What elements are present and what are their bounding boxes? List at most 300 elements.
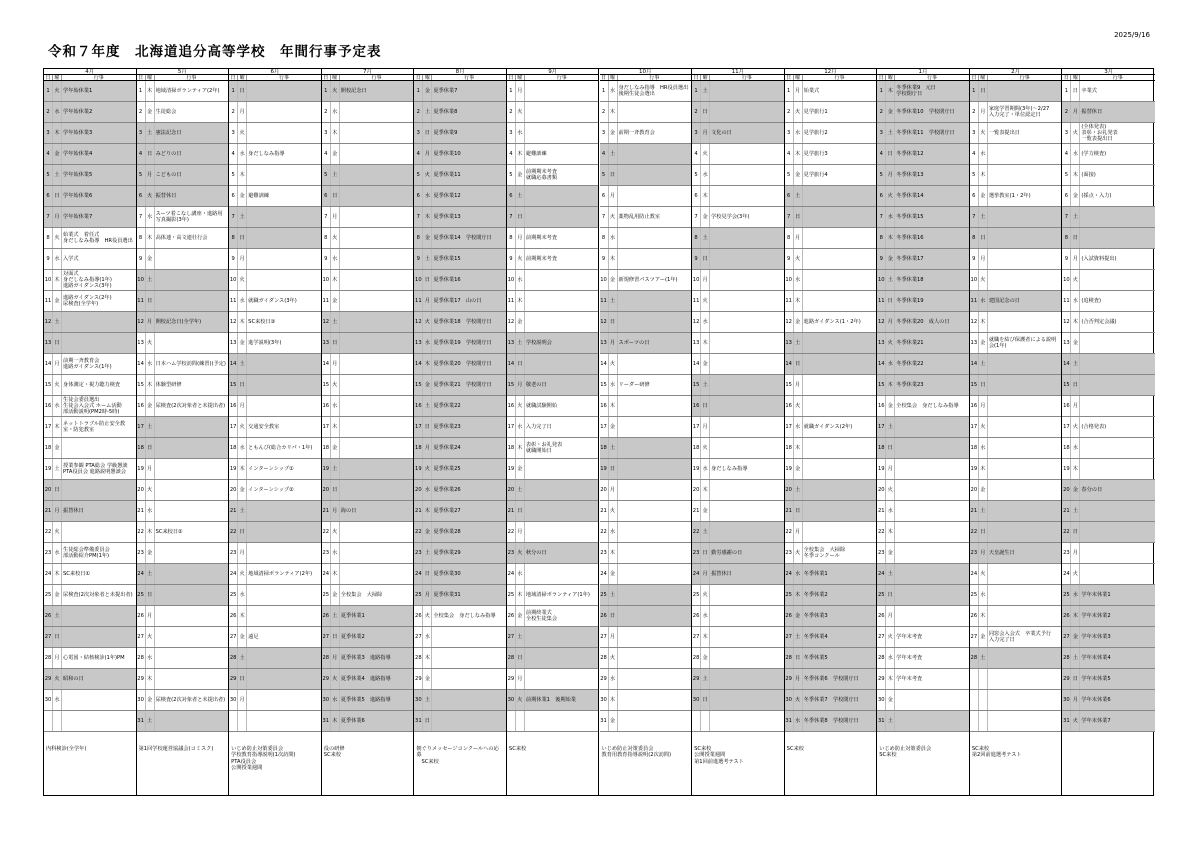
weekday: 日	[701, 249, 710, 269]
day-row	[507, 438, 599, 459]
day-number: 17	[322, 417, 331, 437]
event-text: 冬季休業1	[803, 570, 828, 577]
weekday: 日	[1071, 228, 1080, 248]
event-text	[618, 165, 692, 185]
weekday: 日	[1071, 81, 1080, 101]
day-row	[692, 228, 784, 249]
event-text	[803, 207, 877, 227]
event-text	[247, 102, 321, 122]
day-number: 15	[229, 375, 238, 395]
weekday: 水	[331, 249, 340, 269]
event-text	[247, 396, 321, 416]
weekday: 日	[423, 417, 432, 437]
event-text	[710, 81, 784, 101]
weekday: 水	[238, 438, 247, 458]
weekday: 月	[979, 543, 988, 563]
day-row	[970, 165, 1062, 186]
weekday: 水	[238, 291, 247, 311]
day-row	[44, 123, 136, 144]
day-row	[1062, 480, 1155, 501]
day-number: 21	[44, 501, 53, 521]
day-row	[970, 438, 1062, 459]
event-text	[988, 522, 1062, 542]
event-text	[525, 648, 599, 668]
weekday: 火	[423, 165, 432, 185]
weekday: 火	[238, 123, 247, 143]
day-number: 6	[229, 186, 238, 206]
day-row	[414, 81, 506, 102]
day-number	[44, 711, 53, 731]
day-number: 23	[1062, 543, 1071, 563]
day-number: 11	[44, 291, 53, 311]
day-number: 23	[970, 543, 979, 563]
weekday: 土	[146, 564, 155, 584]
event-text: 夏季休業12	[433, 192, 461, 199]
weekday: 月	[516, 522, 525, 542]
day-row	[692, 207, 784, 228]
day-number: 20	[322, 480, 331, 500]
column-header-weekday: 曜	[516, 75, 525, 80]
weekday: 火	[1071, 711, 1080, 731]
weekday	[701, 711, 710, 731]
weekday: 土	[886, 417, 895, 437]
day-row	[692, 522, 784, 543]
day-row	[785, 375, 877, 396]
day-number: 1	[44, 81, 53, 101]
day-row	[785, 669, 877, 690]
day-row	[692, 396, 784, 417]
weekday: 木	[1071, 459, 1080, 479]
day-number: 10	[229, 270, 238, 290]
day-number: 27	[1062, 627, 1071, 647]
day-number: 7	[137, 207, 146, 227]
day-row	[137, 375, 229, 396]
day-row	[44, 669, 136, 690]
day-row	[414, 312, 506, 333]
weekday: 月	[1071, 396, 1080, 416]
weekday: 土	[516, 186, 525, 206]
day-row	[229, 291, 321, 312]
day-row	[507, 228, 599, 249]
day-number: 4	[600, 144, 609, 164]
event-text	[247, 606, 321, 626]
day-row	[137, 102, 229, 123]
event-text	[803, 438, 877, 458]
weekday: 日	[238, 81, 247, 101]
month-notes: SC来校	[508, 746, 527, 752]
day-number: 25	[229, 585, 238, 605]
weekday: 木	[609, 396, 618, 416]
day-row	[692, 459, 784, 480]
day-row	[229, 249, 321, 270]
event-text	[62, 627, 136, 647]
event-text	[155, 564, 229, 584]
day-row	[600, 606, 692, 627]
event-text	[618, 480, 692, 500]
weekday: 火	[886, 186, 895, 206]
day-row	[877, 627, 969, 648]
event-text: 夏季休業27	[433, 507, 461, 514]
day-number: 1	[970, 81, 979, 101]
day-row	[970, 207, 1062, 228]
event-text	[340, 270, 414, 290]
event-text	[340, 165, 414, 185]
event-text: 夏季休業31	[433, 591, 461, 598]
day-number: 1	[229, 81, 238, 101]
day-row	[970, 501, 1062, 522]
weekday: 火	[423, 606, 432, 626]
weekday: 土	[794, 627, 803, 647]
event-text	[988, 438, 1062, 458]
day-row	[877, 207, 969, 228]
weekday: 土	[53, 312, 62, 332]
day-number: 7	[414, 207, 423, 227]
event-text	[340, 312, 414, 332]
weekday: 火	[331, 81, 340, 101]
day-number: 4	[785, 144, 794, 164]
event-text: (採点・入力)	[1081, 192, 1112, 199]
event-text	[340, 102, 414, 122]
event-text: 冬季休業19	[896, 297, 924, 304]
month-column	[322, 69, 415, 795]
event-text: 前期休業1 後期始業	[525, 696, 576, 703]
weekday: 土	[609, 291, 618, 311]
event-text	[1080, 438, 1155, 458]
weekday: 木	[238, 312, 247, 332]
weekday: 日	[146, 291, 155, 311]
event-text	[247, 354, 321, 374]
event-text: 尿検査(2次対象者と未提出者)	[63, 591, 133, 598]
weekday: 日	[238, 375, 247, 395]
day-number	[970, 690, 979, 710]
weekday: 土	[1071, 354, 1080, 374]
weekday: 水	[146, 354, 155, 374]
day-row	[877, 144, 969, 165]
day-row	[414, 669, 506, 690]
event-text	[432, 669, 506, 689]
event-text: 冬季休業15	[896, 213, 924, 220]
day-row	[600, 102, 692, 123]
day-number: 5	[137, 165, 146, 185]
month-column	[137, 69, 230, 795]
weekday: 月	[423, 291, 432, 311]
day-number: 30	[1062, 690, 1071, 710]
weekday: 火	[516, 249, 525, 269]
weekday: 火	[979, 123, 988, 143]
weekday: 水	[423, 627, 432, 647]
day-number: 24	[137, 564, 146, 584]
day-number: 24	[322, 564, 331, 584]
day-row	[600, 312, 692, 333]
day-row	[692, 123, 784, 144]
day-number: 2	[785, 102, 794, 122]
weekday: 金	[146, 249, 155, 269]
day-row	[229, 585, 321, 606]
day-row	[322, 375, 414, 396]
weekday: 日	[238, 228, 247, 248]
day-number: 1	[785, 81, 794, 101]
day-number: 20	[877, 480, 886, 500]
day-number: 12	[600, 312, 609, 332]
day-row	[877, 123, 969, 144]
event-text	[155, 291, 229, 311]
event-text	[895, 522, 969, 542]
day-number: 9	[1062, 249, 1071, 269]
event-text	[988, 564, 1062, 584]
weekday: 火	[53, 375, 62, 395]
day-number: 13	[322, 333, 331, 353]
event-text	[155, 417, 229, 437]
day-row	[44, 312, 136, 333]
event-text	[895, 459, 969, 479]
weekday: 月	[1071, 690, 1080, 710]
day-number: 24	[785, 564, 794, 584]
weekday: 日	[53, 627, 62, 647]
day-row	[229, 354, 321, 375]
weekday: 金	[331, 438, 340, 458]
day-row	[507, 270, 599, 291]
day-number: 8	[692, 228, 701, 248]
weekday: 日	[331, 480, 340, 500]
day-row	[970, 228, 1062, 249]
day-number: 4	[229, 144, 238, 164]
day-row	[970, 249, 1062, 270]
weekday: 水	[701, 165, 710, 185]
weekday: 土	[238, 501, 247, 521]
event-text: 建国記念の日	[988, 297, 1020, 304]
weekday: 金	[238, 186, 247, 206]
day-row	[785, 627, 877, 648]
day-number: 20	[692, 480, 701, 500]
event-text	[803, 522, 877, 542]
event-text	[340, 333, 414, 353]
weekday: 土	[331, 459, 340, 479]
day-row	[877, 669, 969, 690]
day-number: 6	[507, 186, 516, 206]
day-row	[785, 333, 877, 354]
day-number: 5	[229, 165, 238, 185]
page-title: 令和７年度 北海道追分高等学校 年間行事予定表	[48, 44, 382, 60]
day-row	[877, 501, 969, 522]
day-number: 23	[507, 543, 516, 563]
weekday: 水	[979, 291, 988, 311]
day-row	[692, 438, 784, 459]
day-row	[877, 438, 969, 459]
day-row	[785, 438, 877, 459]
event-text: 就職ガイダンス(2年)	[803, 423, 853, 430]
day-number: 2	[970, 102, 979, 122]
weekday: 水	[331, 690, 340, 710]
day-row	[414, 522, 506, 543]
day-number: 12	[322, 312, 331, 332]
day-row	[877, 333, 969, 354]
event-text	[247, 501, 321, 521]
day-number: 29	[692, 669, 701, 689]
day-row	[44, 711, 136, 732]
column-header-day: 日	[1062, 75, 1071, 80]
day-number: 3	[692, 123, 701, 143]
event-text: みどりの日	[155, 150, 182, 157]
day-number: 23	[600, 543, 609, 563]
column-header-day: 日	[507, 75, 516, 80]
day-number: 17	[507, 417, 516, 437]
weekday: 日	[238, 522, 247, 542]
event-text: 身だしなみ指導 HR役員選出 後期生徒会選出	[618, 84, 689, 97]
day-number: 1	[507, 81, 516, 101]
day-row	[600, 249, 692, 270]
day-row	[137, 207, 229, 228]
event-text	[340, 291, 414, 311]
event-text	[988, 270, 1062, 290]
weekday: 火	[609, 207, 618, 227]
weekday: 月	[238, 249, 247, 269]
event-text: 夏季休業1	[340, 612, 365, 619]
day-row	[137, 690, 229, 711]
weekday: 火	[886, 480, 895, 500]
day-number: 22	[600, 522, 609, 542]
day-row	[44, 249, 136, 270]
day-number: 10	[414, 270, 423, 290]
day-number: 24	[44, 564, 53, 584]
weekday: 水	[794, 123, 803, 143]
day-number: 16	[970, 396, 979, 416]
day-row	[44, 648, 136, 669]
day-row	[322, 396, 414, 417]
day-row	[1062, 228, 1155, 249]
day-number: 2	[44, 102, 53, 122]
day-row	[229, 417, 321, 438]
day-number: 4	[507, 144, 516, 164]
day-row	[970, 564, 1062, 585]
event-text: 学校見学会(3年)	[711, 213, 750, 220]
day-row	[44, 291, 136, 312]
day-number: 27	[229, 627, 238, 647]
weekday: 月	[238, 102, 247, 122]
day-row	[322, 627, 414, 648]
weekday: 水	[238, 585, 247, 605]
day-row	[1062, 585, 1155, 606]
day-number: 25	[877, 585, 886, 605]
weekday: 木	[979, 312, 988, 332]
weekday: 金	[331, 144, 340, 164]
day-row	[600, 501, 692, 522]
weekday: 火	[609, 648, 618, 668]
weekday	[516, 711, 525, 731]
event-text: 夏季休業13	[433, 213, 461, 220]
weekday: 日	[331, 333, 340, 353]
weekday: 水	[331, 102, 340, 122]
day-row	[414, 711, 506, 732]
column-header-weekday: 曜	[1071, 75, 1080, 80]
weekday: 火	[331, 375, 340, 395]
weekday: 日	[979, 81, 988, 101]
weekday: 金	[701, 207, 710, 227]
event-text	[1080, 354, 1155, 374]
day-row	[600, 711, 692, 732]
day-row	[44, 690, 136, 711]
day-row	[692, 501, 784, 522]
day-number: 20	[44, 480, 53, 500]
event-text	[247, 207, 321, 227]
weekday: 日	[609, 312, 618, 332]
event-text: 夏季休業10	[433, 150, 461, 157]
day-number: 13	[600, 333, 609, 353]
day-row	[507, 522, 599, 543]
event-text: 学年末考査	[896, 633, 923, 640]
event-text: 学年末休業1	[1081, 591, 1111, 598]
day-row	[877, 480, 969, 501]
day-row	[692, 585, 784, 606]
day-number: 23	[877, 543, 886, 563]
event-text: 夏季休業16	[433, 276, 461, 283]
event-text	[803, 249, 877, 269]
day-number: 28	[137, 648, 146, 668]
day-row	[507, 459, 599, 480]
day-row	[229, 186, 321, 207]
column-header-event: 行事	[278, 75, 289, 81]
event-text: 振替休日	[63, 507, 84, 514]
weekday: 日	[516, 501, 525, 521]
event-text	[525, 669, 599, 689]
event-text	[525, 207, 599, 227]
event-text: 振替休日	[711, 570, 732, 577]
day-row	[137, 459, 229, 480]
weekday: 水	[53, 543, 62, 563]
weekday: 日	[701, 690, 710, 710]
day-number: 21	[877, 501, 886, 521]
event-text: 進路ガイダンス(1・2年)	[803, 318, 861, 325]
weekday: 木	[1071, 165, 1080, 185]
weekday: 日	[794, 207, 803, 227]
event-text	[710, 522, 784, 542]
event-text: (面接)	[1081, 171, 1096, 178]
event-text	[988, 648, 1062, 668]
day-number: 11	[414, 291, 423, 311]
day-number: 26	[785, 606, 794, 626]
event-text	[988, 396, 1062, 416]
day-number: 4	[414, 144, 423, 164]
event-text: 文化の日	[711, 129, 732, 136]
day-number: 10	[877, 270, 886, 290]
event-text	[525, 480, 599, 500]
day-row	[600, 648, 692, 669]
day-row	[785, 354, 877, 375]
weekday: 月	[423, 144, 432, 164]
day-row	[229, 522, 321, 543]
day-number: 24	[1062, 564, 1071, 584]
day-row	[785, 81, 877, 102]
weekday: 木	[331, 123, 340, 143]
weekday: 水	[1071, 438, 1080, 458]
day-row	[414, 123, 506, 144]
month-header: 7月	[322, 69, 414, 75]
day-row	[322, 291, 414, 312]
day-row	[229, 102, 321, 123]
event-text	[62, 333, 136, 353]
event-text	[710, 102, 784, 122]
event-text	[247, 543, 321, 563]
weekday: 土	[423, 102, 432, 122]
day-number: 2	[414, 102, 423, 122]
day-number: 29	[414, 669, 423, 689]
event-text	[618, 669, 692, 689]
weekday: 水	[53, 249, 62, 269]
month-notes: いじめ防止対策委員会 SC来校	[879, 746, 932, 759]
day-number: 8	[414, 228, 423, 248]
day-number: 11	[970, 291, 979, 311]
day-row	[1062, 522, 1155, 543]
day-row	[507, 480, 599, 501]
